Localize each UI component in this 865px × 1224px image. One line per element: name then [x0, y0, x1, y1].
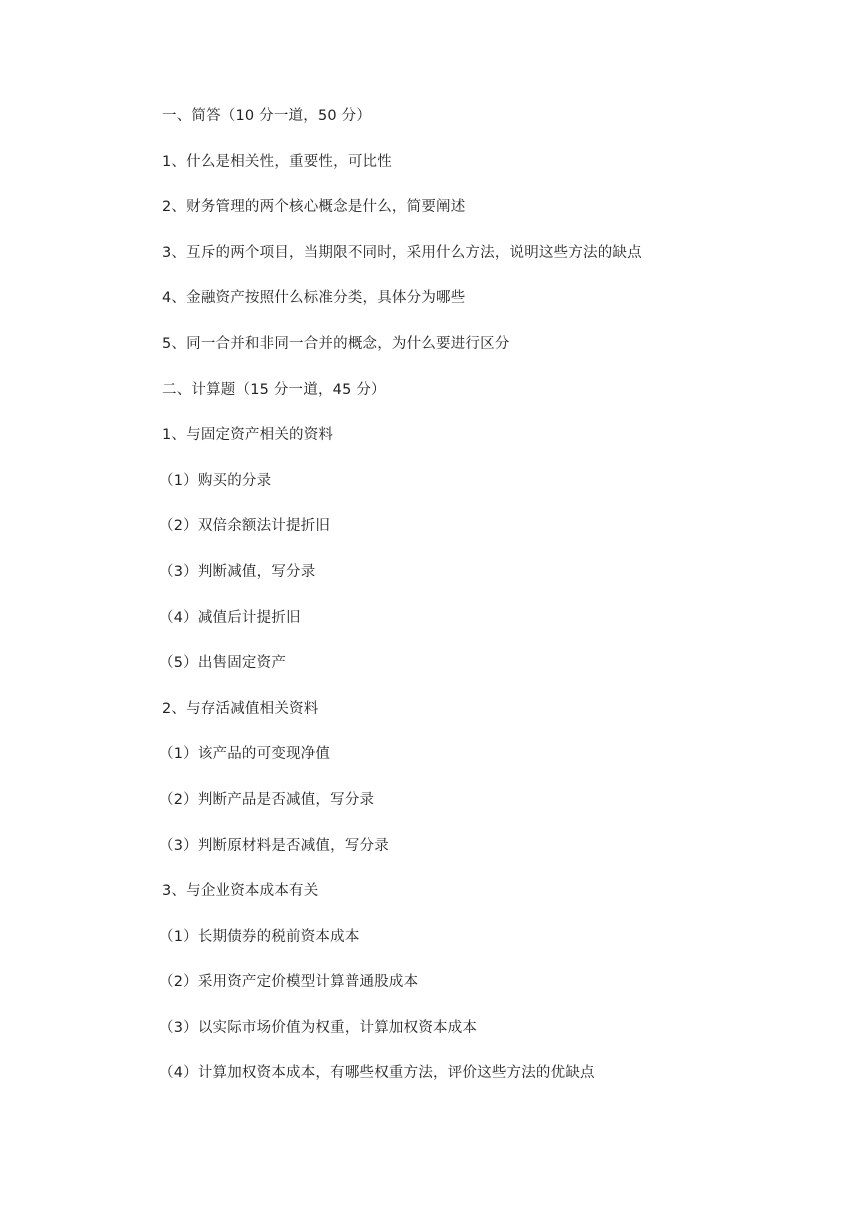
sub-question-line: （3）判断减值，写分录 [159, 563, 316, 580]
sub-question-line: （2）双倍余额法计提折旧 [159, 518, 331, 535]
sub-question-line: （4）减值后计提折旧 [159, 609, 301, 626]
sub-question-line: （3）以实际市场价值为权重，计算加权资本成本 [159, 1019, 478, 1036]
sub-question-line: （4）计算加权资本成本，有哪些权重方法，评价这些方法的优缺点 [159, 1065, 595, 1082]
sub-question-line: （2）判断产品是否减值，写分录 [159, 791, 375, 808]
question-line: 2、与存活减值相关资料 [162, 700, 319, 717]
question-line: 5、同一合并和非同一合并的概念，为什么要进行区分 [162, 335, 510, 352]
section-heading-short-answer: 一、简答（10 分一道，50 分） [162, 108, 372, 124]
sub-question-line: （1）长期债券的税前资本成本 [159, 928, 360, 945]
question-line: 1、什么是相关性，重要性，可比性 [162, 153, 392, 170]
sub-question-line: （2）采用资产定价模型计算普通股成本 [159, 974, 419, 991]
sub-question-line: （1）该产品的可变现净值 [159, 746, 331, 763]
question-line: 3、与企业资本成本有关 [162, 883, 319, 900]
question-line: 4、金融资产按照什么标准分类，具体分为哪些 [162, 290, 466, 307]
question-line: 3、互斥的两个项目，当期限不同时，采用什么方法，说明这些方法的缺点 [162, 244, 642, 261]
document-body [159, 104, 782, 1107]
sub-question-line: （3）判断原材料是否减值，写分录 [159, 837, 389, 854]
sub-question-line: （1）购买的分录 [159, 472, 272, 489]
question-line: 2、财务管理的两个核心概念是什么，简要阐述 [162, 199, 466, 216]
section-heading-calculation: 二、计算题（15 分一道，45 分） [162, 381, 386, 398]
sub-question-line: （5）出售固定资产 [159, 655, 287, 672]
question-line: 1、与固定资产相关的资料 [162, 427, 334, 444]
